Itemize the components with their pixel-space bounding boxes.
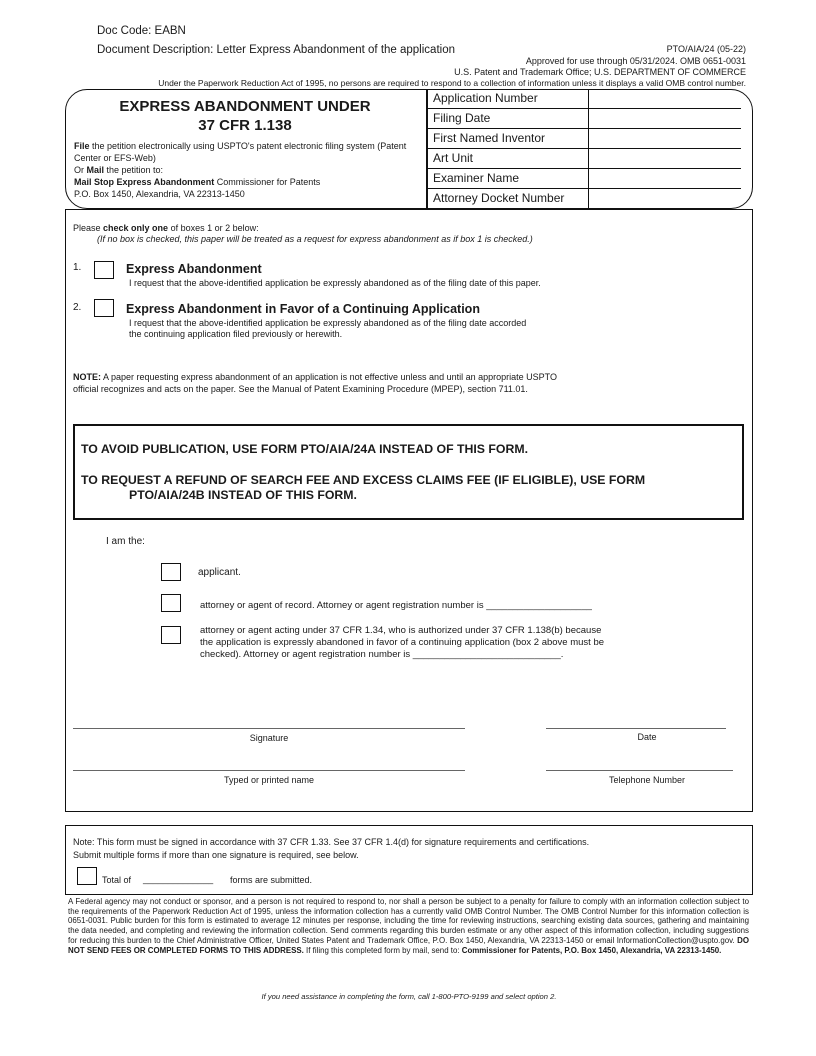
field-row-first-named-inventor: [427, 129, 741, 149]
signature-note-line1: Note: This form must be signed in accordance with 37 CFR 1.33. See 37 CFR 1.4(d) for signature requirements and certifications.: [73, 837, 590, 847]
signature-label: Signature: [249, 733, 289, 743]
signature-note-box: [65, 825, 753, 895]
express-abandonment-checkbox[interactable]: [94, 261, 114, 279]
option-2-text-line1: I request that the above-identified application be expressly abandoned as of the filing date accorded: [129, 318, 527, 328]
attorney-docket-number-input[interactable]: [593, 191, 737, 207]
field-row-examiner-name: [427, 169, 741, 189]
field-row-art-unit: [427, 149, 741, 169]
field-label: Art Unit: [433, 151, 474, 165]
field-label: Application Number: [433, 91, 538, 105]
burden-statement: A Federal agency may not conduct or sponsor, and a person is not required to respond to, nor shall a person be subject to a penalty for failure to comply with an information collection subject to the requirements of the Paperwork Reduction Act of 1995, unless the information collection has a currently valid OMB Control Number. The OMB Control Number for this information collection is 0651-0031. Public burden for this form is estimated to average 12 minutes per response, including the time for reviewing instructions, searching existing data sources, gathering and maintaining the data needed, and completing and reviewing the information collection. Send comments regarding this burden estimate or any other aspect of this information collection, including suggestions for reducing this burden to the Chief Administrative Officer, United States Patent and Trademark Office, P.O. Box 1450, Alexandria, VA 22313-1450 or email InformationCollection@uspto.gov. DO NOT SEND FEES OR COMPLETED FORMS TO THIS ADDRESS. If filing this completed form by mail, send to: Commissioner for Patents, P.O. Box 1450, Alexandria, VA 22313-1450.: [68, 897, 749, 955]
refund-text-line1: TO REQUEST A REFUND OF SEARCH FEE AND EXCESS CLAIMS FEE (IF ELIGIBLE), USE FORM: [81, 473, 646, 487]
paperwork-notice: Under the Paperwork Reduction Act of 1995, no persons are required to respond to a collection of information unless it displays a valid OMB control number.: [158, 78, 746, 88]
field-label: Examiner Name: [433, 171, 520, 185]
file-text: the petition electronically using USPTO's patent electronic filing system (Patent Center or EFS-Web): [74, 141, 407, 163]
date-line[interactable]: [546, 728, 726, 729]
doc-description: Document Description: Letter Express Abandonment of the application: [97, 44, 455, 56]
multiple-forms-checkbox[interactable]: [77, 867, 97, 885]
telephone-label: Telephone Number: [608, 775, 686, 785]
assistance-line: If you need assistance in completing the form, call 1-800-PTO-9199 and select option 2.: [261, 992, 557, 1001]
attorney-acting-checkbox[interactable]: [161, 626, 181, 644]
continuing-application-checkbox[interactable]: [94, 299, 114, 317]
examiner-name-input[interactable]: [593, 171, 737, 187]
mail-text: the petition to:: [104, 165, 164, 175]
i-am-the-label: I am the:: [106, 536, 145, 547]
field-row-filing-date: [427, 109, 741, 129]
option-1-heading: Express Abandonment: [126, 262, 262, 276]
check-instructions: Please check only one of boxes 1 or 2 below:: [73, 223, 259, 233]
form-title-line2: 37 CFR 1.138: [198, 117, 292, 134]
filing-date-input[interactable]: [593, 111, 737, 127]
typed-name-line[interactable]: [73, 770, 465, 771]
agency-name: U.S. Patent and Trademark Office; U.S. DEPARTMENT OF COMMERCE: [454, 67, 746, 77]
attorney-of-record-checkbox[interactable]: [161, 594, 181, 612]
option-2-heading: Express Abandonment in Favor of a Continuing Application: [126, 302, 480, 316]
mailstop-label: Mail Stop Express Abandonment: [74, 177, 215, 187]
applicant-label: applicant.: [198, 567, 241, 578]
field-label: Attorney Docket Number: [433, 191, 565, 205]
field-row-attorney-docket-number: [427, 189, 741, 209]
default-instruction: (If no box is checked, this paper will be treated as a request for express abandonment as if box 1 is checked.): [97, 234, 533, 244]
first-named-inventor-input[interactable]: [593, 131, 737, 147]
approval-date: Approved for use through 05/31/2024. OMB 0651-0031: [525, 56, 746, 66]
attorney-acting-label: attorney or agent acting under 37 CFR 1.34, who is authorized under 37 CFR 1.138(b) because the application is expressly abandoned in favor of a continuing application (box 2 above must be checked). Attorney or agent registration number is ____________________________.: [200, 625, 605, 660]
attorney-of-record-label: attorney or agent of record. Attorney or agent registration number is ____________________: [200, 600, 592, 611]
telephone-line[interactable]: [546, 770, 733, 771]
form-title-line1: EXPRESS ABANDONMENT UNDER: [119, 98, 371, 115]
signature-line[interactable]: [73, 728, 465, 729]
mailing-address: P.O. Box 1450, Alexandria, VA 22313-1450: [74, 189, 245, 199]
option-2-text-line2: the continuing application filed previously or herewith.: [129, 329, 343, 339]
applicant-checkbox[interactable]: [161, 563, 181, 581]
total-forms-input[interactable]: ______________: [143, 874, 214, 884]
option-2-number: 2.: [73, 302, 82, 313]
field-row-application-number: [427, 89, 741, 109]
filing-instructions: [74, 140, 414, 200]
note-line1: NOTE: A paper requesting express abandonment of an application is not effective unless and until an appropriate USPTO: [73, 372, 557, 382]
art-unit-input[interactable]: [593, 151, 737, 167]
application-number-input[interactable]: [593, 91, 737, 107]
avoid-publication-text: TO AVOID PUBLICATION, USE FORM PTO/AIA/24A INSTEAD OF THIS FORM.: [81, 442, 529, 456]
typed-name-label: Typed or printed name: [223, 775, 315, 785]
field-label: Filing Date: [433, 111, 491, 125]
date-label: Date: [637, 732, 657, 742]
total-of-label: Total of: [102, 875, 132, 885]
mail-label: Mail: [86, 165, 105, 175]
note-line2: official recognizes and acts on the paper. See the Manual of Patent Examining Procedure (MPEP), section 711.01.: [73, 384, 528, 394]
application-info-table: [427, 89, 741, 209]
doc-code: Doc Code: EABN: [97, 25, 186, 37]
signature-note-line2: Submit multiple forms if more than one signature is required, see below.: [73, 850, 359, 860]
or-text: Or: [74, 165, 87, 175]
file-label: File: [74, 141, 90, 151]
forms-submitted-label: forms are submitted.: [230, 875, 313, 885]
option-1-text: I request that the above-identified application be expressly abandoned as of the filing date of this paper.: [129, 278, 541, 288]
form-number: PTO/AIA/24 (05-22): [666, 44, 746, 54]
field-label: First Named Inventor: [433, 131, 546, 145]
mailstop-text: Commissioner for Patents: [214, 177, 321, 187]
option-1-number: 1.: [73, 262, 82, 273]
refund-text-line2: PTO/AIA/24B INSTEAD OF THIS FORM.: [129, 488, 357, 502]
publication-warning-box: [73, 424, 744, 520]
